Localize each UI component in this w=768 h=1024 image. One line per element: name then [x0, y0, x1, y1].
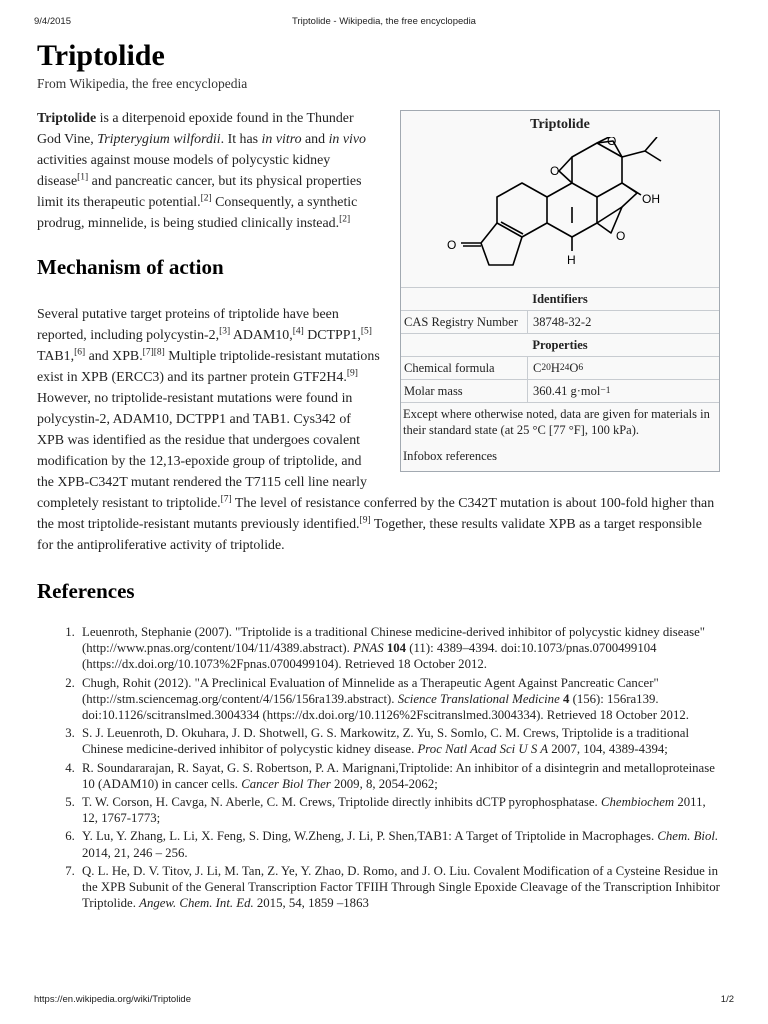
citation-link[interactable]: [9] [346, 368, 358, 379]
article-title: Triptolide [37, 39, 165, 72]
print-page-title: Triptolide - Wikipedia, the free encyclopedia [292, 16, 476, 27]
citation-link[interactable]: [7][8] [142, 347, 165, 358]
mechanism-text: and XPB. [85, 349, 143, 364]
formula-row [401, 357, 719, 380]
print-page-number: 1/2 [720, 994, 734, 1005]
article-content [37, 108, 720, 913]
species-link[interactable]: Tripterygium wilfordii [97, 132, 221, 147]
structure-label-oh: OH [642, 192, 660, 206]
reference-details: 2009, 8, 2054-2062; [330, 776, 438, 791]
in-vitro-link[interactable]: in vitro [261, 132, 302, 147]
mechanism-text: However, no triptolide-resistant mutations were found in polycystin-2, ADAM10, DCTPP1 and TAB1. Cys342 of XPB was identified as the residue that undergoes covalent modification by the 12,13-epoxide group of triptolide, and the XPB-C342T mutant rendered the T7115 cell line nearly completely resistant to triptolide. [37, 391, 367, 511]
mechanism-text: TAB1, [37, 349, 75, 364]
reference-text[interactable]: R. Soundararajan, R. Sayat, G. S. Robertson, P. A. Marignani,Triptolide: An inhibitor of a disintegrin and metalloproteinase 10 (ADAM10) in cancer cells. [82, 760, 715, 791]
molar-mass-number: 360.41 g·mol [533, 384, 601, 398]
citation-link[interactable]: [9] [359, 515, 371, 526]
citation-link[interactable]: [2] [339, 214, 351, 225]
reference-details: (156): 156ra139. doi:10.1126/scitranslmed.3004334 (https://dx.doi.org/10.1126%2Fscitranslmed.3004334). Retrieved 18 October 2012. [82, 691, 689, 723]
properties-heading: Properties [401, 334, 719, 357]
mechanism-text: Together, these results validate XPB as a target responsible for the antiproliferative activity of triptolide. [37, 517, 702, 553]
reference-text[interactable]: Chugh, Rohit (2012). "A Preclinical Evaluation of Minnelide as a Therapeutic Agent Against Pancreatic Cancer" (http://stm.sciencemag.org/content/4/156/156ra139.abstract). [82, 675, 659, 706]
citation-link[interactable]: [1] [77, 172, 89, 183]
reference-volume: 4 [559, 691, 570, 706]
reference-item [78, 828, 720, 860]
triptolide-structure-diagram [431, 137, 691, 287]
reference-volume: 104 [383, 641, 407, 656]
intro-text: and [301, 132, 329, 147]
reference-text[interactable]: Q. L. He, D. V. Titov, J. Li, M. Tan, Z. Ye, Y. Zhao, D. Romo, and J. O. Liu. Covalent Modification of a Cysteine Residue in the XPB Subunit of the General Transcription Factor TFIIH Through Single Epoxide Cleavage of the Transcription Inhibitor Triptolide. [82, 863, 720, 911]
infobox-note [401, 403, 719, 471]
molar-mass-value: 360.41 g·mol −1 [533, 384, 611, 398]
reference-details: 2007, 104, 4389-4394; [548, 742, 668, 757]
in-vivo-link[interactable]: in vivo [328, 132, 366, 147]
citation-link[interactable]: [4] [292, 326, 304, 337]
mechanism-text: ADAM10, [230, 328, 293, 343]
formula-label: Chemical formula [401, 357, 528, 379]
structure-label-o3: O [607, 137, 617, 148]
cas-label: CAS Registry Number [401, 311, 528, 333]
reference-item [78, 624, 720, 673]
reference-journal: PNAS [353, 641, 384, 656]
formula-h: H [550, 361, 560, 375]
reference-journal: Chembiochem [600, 795, 675, 810]
reference-text[interactable]: T. W. Corson, H. Cavga, N. Aberle, C. M. Crews, Triptolide directly inhibits dCTP pyrophosphatase. [82, 795, 601, 810]
intro-text: . It has [220, 132, 262, 147]
molar-mass-label: Molar mass [401, 380, 528, 402]
print-date: 9/4/2015 [34, 16, 71, 27]
print-footer [34, 994, 734, 1008]
reference-journal: Chem. Biol. [657, 829, 719, 844]
infobox [400, 110, 720, 472]
citation-link[interactable]: [2] [200, 193, 212, 204]
structure-label-o4: O [616, 229, 626, 243]
reference-journal: Science Translational Medicine [397, 691, 560, 706]
reference-journal: Cancer Biol Ther [241, 776, 331, 791]
reference-details: (11): 4389–4394. doi:10.1073/pnas.0700499104 (https://dx.doi.org/10.1073%2Fpnas.0700499104). Retrieved 18 October 2012. [82, 641, 657, 672]
mechanism-text: DCTPP1, [303, 328, 361, 343]
molar-mass-row [401, 380, 719, 403]
formula-o: O [569, 361, 579, 375]
standard-state-note: Except where otherwise noted, data are given for materials in their standard state (at 25 °C [77 °F], 100 kPa). [403, 407, 710, 437]
citation-link[interactable]: [3] [219, 326, 231, 337]
reference-text[interactable]: Y. Lu, Y. Zhang, L. Li, X. Feng, S. Ding, W.Zheng, J. Li, P. Shen,TAB1: A Target of Triptolide in Macrophages. [82, 829, 658, 844]
article-subtitle: From Wikipedia, the free encyclopedia [37, 76, 248, 91]
intro-text: Consequently, a synthetic prodrug, minnelide, is being studied clinically instead. [37, 195, 358, 231]
intro-term: Triptolide [37, 111, 97, 126]
print-url: https://en.wikipedia.org/wiki/Triptolide [34, 994, 191, 1005]
infobox-title: Triptolide [530, 117, 590, 132]
structure-label-h: H [567, 253, 576, 267]
formula-value: C 20 H 24 O 6 [533, 361, 584, 375]
reference-details: 2011, 12, 1767-1773; [82, 795, 706, 826]
print-header [34, 16, 734, 30]
structure-label-o2: O [550, 164, 560, 178]
reference-journal: Angew. Chem. Int. Ed. [139, 896, 254, 911]
structure-image [401, 137, 719, 288]
reference-text[interactable]: S. J. Leuenroth, D. Okuhara, J. D. Shotwell, G. S. Markowitz, Z. Yu, S. Somlo, C. M. Crews, Triptolide is a traditional Chinese medicine-derived inhibitor of polycystic kidney disease. [82, 726, 690, 757]
cas-value[interactable]: 38748-32-2 [533, 315, 592, 329]
references-heading: References [37, 579, 135, 603]
mechanism-heading: Mechanism of action [37, 255, 224, 279]
infobox-references-link[interactable]: Infobox references [403, 449, 498, 463]
intro-text: is a diterpenoid epoxide found in the Thunder God Vine, [37, 111, 354, 147]
structure-label-o: O [447, 238, 457, 252]
reference-item [78, 760, 720, 792]
intro-text: activities against mouse models of polycystic kidney disease [37, 153, 331, 189]
citation-link[interactable]: [7] [220, 494, 232, 505]
reference-text[interactable]: Leuenroth, Stephanie (2007). "Triptolide is a traditional Chinese medicine-derived inhibitor of polycystic kidney disease" (http://www.pnas.org/content/104/11/4389.abstract). [82, 625, 706, 656]
cas-row [401, 311, 719, 334]
mechanism-text: Multiple triptolide-resistant mutations exist in XPB (ERCC3) and its partner protein GTF2H4. [37, 349, 380, 385]
reference-item [78, 675, 720, 724]
reference-item [78, 863, 720, 912]
reference-details: 2015, 54, 1859 –1863 [253, 896, 369, 911]
reference-item [78, 725, 720, 757]
reference-details: 2014, 21, 246 – 256. [82, 845, 188, 860]
formula-c: C [533, 361, 542, 375]
intro-text: and pancreatic cancer, but its physical properties limit its therapeutic potential. [37, 174, 362, 210]
identifiers-heading: Identifiers [401, 288, 719, 311]
citation-link[interactable]: [6] [74, 347, 86, 358]
mechanism-text: Several putative target proteins of triptolide have been reported, including polycystin-2, [37, 307, 339, 343]
reference-item [78, 794, 720, 826]
mechanism-text: The level of resistance conferred by the C342T mutation is about 100-fold higher than the most triptolide-resistant mutants previously identified. [37, 496, 715, 532]
citation-link[interactable]: [5] [360, 326, 372, 337]
reference-journal: Proc Natl Acad Sci U S A [417, 742, 549, 757]
references-list [37, 624, 720, 911]
